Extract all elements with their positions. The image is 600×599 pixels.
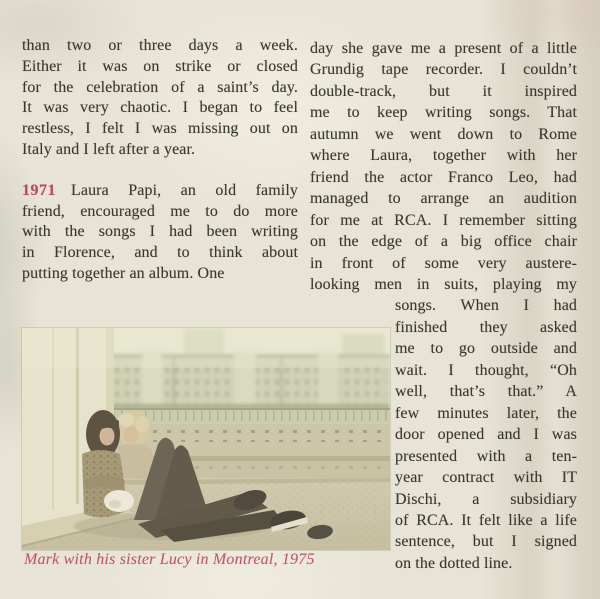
text-line: than two or three days a week. <box>22 37 298 54</box>
text-line: door opened and I was <box>395 426 577 444</box>
text-line: Either it was on strike or closed <box>22 57 298 75</box>
text-line: me to keep writing songs. That <box>310 104 577 122</box>
paragraph-1971-first-line: Laura Papi, an old family <box>71 181 298 199</box>
text-line: for me at RCA. I remember sitting <box>310 211 577 229</box>
text-line: Dischi, a subsidiary <box>395 490 577 508</box>
text-line: friend the actor Franco Leo, had <box>310 168 577 186</box>
text-line: songs. When I had <box>395 297 577 315</box>
text-line <box>22 181 298 202</box>
text-line: where Laura, together with her <box>310 147 577 165</box>
paragraph-1971 <box>22 181 298 285</box>
text-line: on the edge of a big office chair <box>310 233 577 251</box>
text-line: year contract with IT <box>395 469 577 487</box>
left-text-column <box>22 36 298 285</box>
text-line: in Florence, and to think about <box>22 244 298 262</box>
text-line: few minutes later, the <box>395 404 577 422</box>
text-line: finished they asked <box>395 318 577 336</box>
rooftop-photo-illustration <box>22 328 390 550</box>
right-column-full-lines <box>310 38 577 295</box>
rooftop-photo <box>22 328 390 550</box>
photo-caption: Mark with his sister Lucy in Montreal, 1975 <box>24 551 315 568</box>
text-line: Italy and I left after a year. <box>22 140 196 158</box>
text-line: It was very chaotic. I began to feel <box>22 99 298 117</box>
year-label: 1971 <box>22 181 56 199</box>
text-line: restless, I felt I was missing out on <box>22 120 298 138</box>
text-line: sentence, but I signed <box>395 533 577 551</box>
paragraph-restless <box>22 36 298 161</box>
text-line: friend, encouraged me to do more <box>22 202 298 220</box>
text-line: Grundig tape recorder. I couldn’t <box>310 61 577 79</box>
text-line: on the dotted line. <box>395 554 513 572</box>
text-line: of RCA. It felt like a life <box>395 511 577 529</box>
text-line: for the celebration of a saint’s day. <box>22 78 298 96</box>
text-line: with the songs I had been writing <box>22 223 298 241</box>
text-line: presented with a ten- <box>395 447 577 465</box>
text-line: wait. I thought, “Oh <box>395 361 577 379</box>
text-line: well, that’s that.” A <box>395 383 577 401</box>
text-line: me to go outside and <box>395 340 577 358</box>
text-line: day she gave me a present of a little <box>310 40 577 57</box>
text-line: in front of some very austere- <box>310 254 577 272</box>
text-line: autumn we went down to Rome <box>310 125 577 143</box>
photo-tone-overlay <box>22 328 390 550</box>
text-line: double-track, but it inspired <box>310 82 577 100</box>
paragraph-1971-rest <box>22 202 298 285</box>
text-line: looking men in suits, playing my <box>310 275 577 293</box>
text-line: managed to arrange an audition <box>310 190 577 208</box>
text-line: putting together an album. One <box>22 264 225 282</box>
